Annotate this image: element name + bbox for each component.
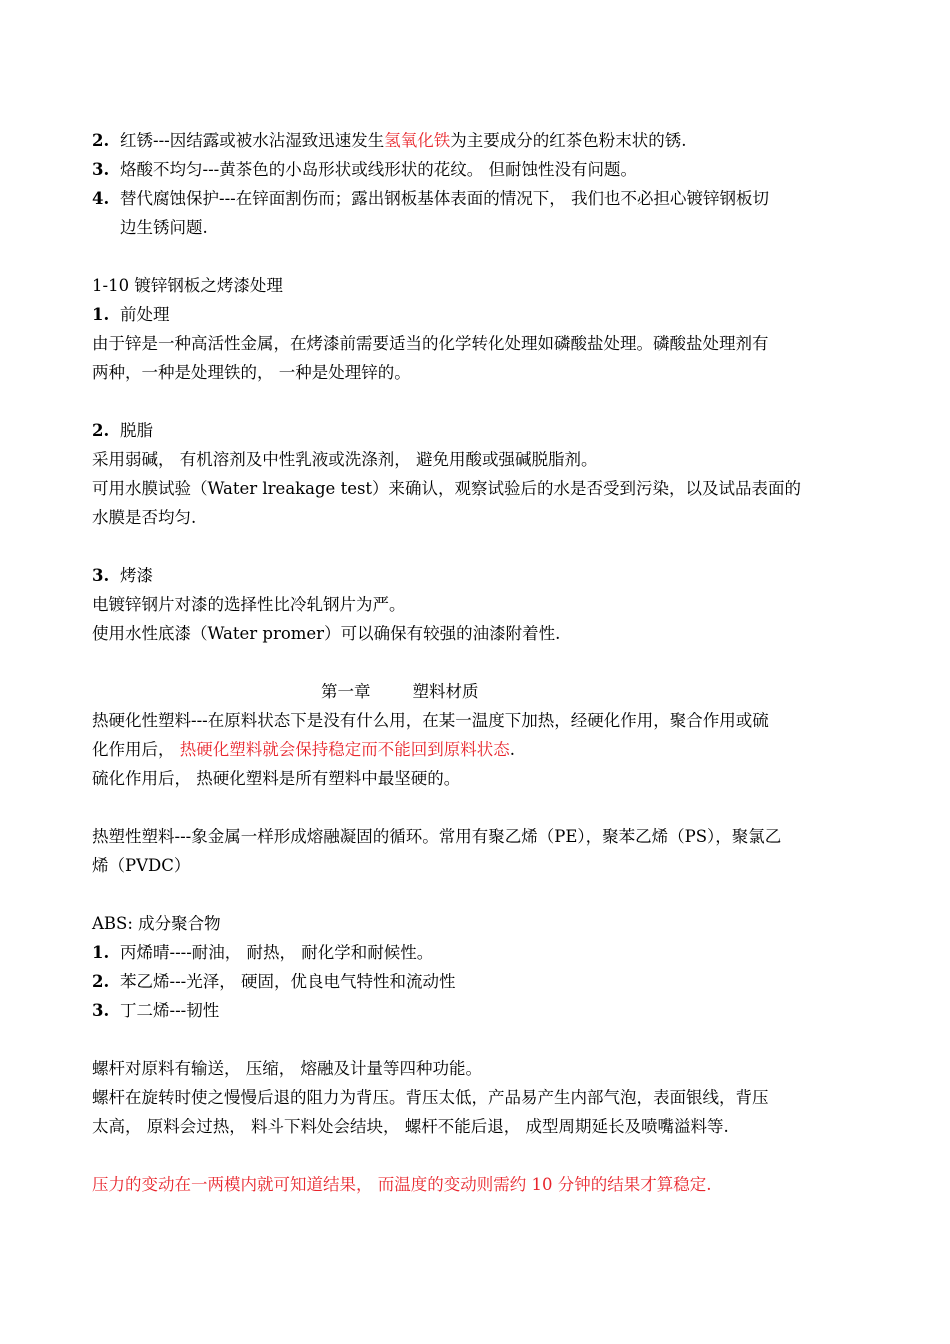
paragraph-line: 化作用后， 热硬化塑料就会保持稳定而不能回到原料状态. — [92, 740, 515, 759]
paragraph-line: 热塑性塑料---象金属一样形成熔融凝固的循环。常用有聚乙烯（PE），聚苯乙烯（PS），聚氯乙 — [92, 827, 782, 846]
list-number: 4. — [92, 189, 110, 208]
highlight-text: 热硬化塑料就会保持稳定而不能回到原料状态 — [179, 740, 510, 759]
paragraph-line: 电镀锌钢片对漆的选择性比冷轧钢片为严。 — [92, 595, 406, 614]
paragraph-line: 由于锌是一种高活性金属，在烤漆前需要适当的化学转化处理如磷酸盐处理。磷酸盐处理剂有 — [92, 334, 769, 353]
document-page — [92, 126, 874, 1199]
abs-heading: ABS: 成分聚合物 — [92, 914, 221, 933]
highlight-text: 氢氧化铁 — [384, 131, 451, 150]
paragraph-line: 烯（PVDC） — [92, 856, 191, 875]
list-item: 3. 丁二烯---韧性 — [92, 1001, 220, 1020]
paragraph-line: 热硬化性塑料---在原料状态下是没有什么用，在某一温度下加热，经硬化作用，聚合作用或硫 — [92, 711, 769, 730]
chapter-heading — [92, 677, 874, 706]
list-number: 2. — [92, 131, 110, 150]
list-item: 3. 烙酸不均匀---黄茶色的小岛形状或线形状的花纹。 但耐蚀性没有问题。 — [92, 155, 874, 184]
paragraph-line: 太高， 原料会过热， 料斗下料处会结块， 螺杆不能后退， 成型周期延长及喷嘴溢料等. — [92, 1117, 729, 1136]
chapter-title: 塑料材质 — [412, 682, 479, 701]
paragraph-line: 两种，一种是处理铁的， 一种是处理锌的。 — [92, 363, 411, 382]
chapter-label: 第一章 — [321, 682, 371, 701]
paragraph-line: 采用弱碱， 有机溶剂及中性乳液或洗涤剂， 避免用酸或强碱脱脂剂。 — [92, 450, 598, 469]
subsection-heading: 2. 脱脂 — [92, 421, 153, 440]
list-number: 3. — [92, 160, 110, 179]
paragraph-line: 使用水性底漆（Water promer）可以确保有较强的油漆附着性. — [92, 624, 561, 643]
final-note: 压力的变动在一两模内就可知道结果， 而温度的变动则需约 10 分钟的结果才算稳定. — [92, 1175, 712, 1194]
paragraph-line: 硫化作用后， 热硬化塑料是所有塑料中最坚硬的。 — [92, 769, 461, 788]
subsection-heading: 1. 前处理 — [92, 305, 170, 324]
paragraph-line: 螺杆对原料有输送， 压缩， 熔融及计量等四种功能。 — [92, 1059, 482, 1078]
list-item-continuation: 边生锈问题. — [120, 218, 208, 237]
list-item: 1. 丙烯晴----耐油， 耐热， 耐化学和耐候性。 — [92, 943, 434, 962]
paragraph-line: 水膜是否均匀. — [92, 508, 197, 527]
list-item: 2. 红锈---因结露或被水沾湿致迅速发生氢氧化铁为主要成分的红茶色粉末状的锈. — [92, 126, 874, 155]
list-item: 2. 苯乙烯---光泽， 硬固，优良电气特性和流动性 — [92, 972, 456, 991]
paragraph-line: 可用水膜试验（Water lreakage test）来确认，观察试验后的水是否受到污染，以及试品表面的 — [92, 479, 802, 498]
paragraph-line: 螺杆在旋转时使之慢慢后退的阻力为背压。背压太低，产品易产生内部气泡，表面银线，背压 — [92, 1088, 769, 1107]
subsection-heading: 3. 烤漆 — [92, 566, 153, 585]
list-item: 4. 替代腐蚀保护---在锌面割伤而；露出钢板基体表面的情况下， 我们也不必担心镀锌钢板切 — [92, 184, 874, 213]
section-title: 1-10 镀锌钢板之烤漆处理 — [92, 276, 283, 295]
